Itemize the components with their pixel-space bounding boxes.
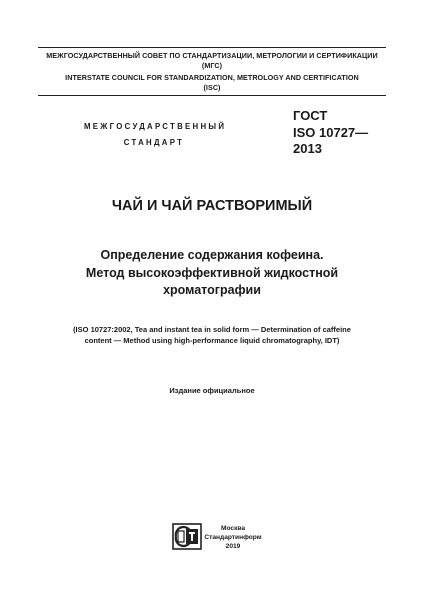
bottom-rule [38, 95, 386, 96]
publisher-year: 2019 [225, 542, 241, 550]
standard-number: ISO 10727— [293, 124, 369, 140]
standard-type-line1: МЕЖГОСУДАРСТВЕННЫЙ [84, 122, 227, 131]
subtitle-line1: Определение содержания кофеина. [100, 248, 324, 262]
council-name-ru-line1: МЕЖГОСУДАРСТВЕННЫЙ СОВЕТ ПО СТАНДАРТИЗАЦИИ, МЕТРОЛОГИИ И СЕРТИФИКАЦИИ [46, 51, 378, 60]
council-abbr-ru: (МГС) [201, 61, 223, 70]
iso-reference-line1: (ISO 10727:2002, Tea and instant tea in solid form — Determination of caffeine [73, 325, 351, 334]
gost-label: ГОСТ [293, 108, 328, 123]
standard-year: 2013 [293, 141, 322, 156]
top-rule [38, 47, 386, 48]
council-name-ru [30, 51, 394, 71]
council-abbr-en: (ISC) [203, 83, 221, 92]
publisher-name: Стандартинформ [204, 533, 262, 541]
standartinform-logo-icon [172, 523, 202, 550]
iso-reference [30, 324, 394, 346]
publisher-block [204, 525, 262, 551]
standard-type-line2: СТАНДАРТ [123, 138, 185, 147]
council-name-en [30, 73, 394, 93]
iso-reference-line2: content — Method using high-performance liquid chromatography, IDT) [84, 336, 340, 345]
document-subtitle [30, 247, 394, 300]
standard-type-label [84, 119, 227, 151]
publisher-city: Москва [220, 525, 246, 532]
standard-designation [293, 108, 368, 158]
edition-note: Издание официальное [169, 386, 255, 395]
document-title: ЧАЙ И ЧАЙ РАСТВОРИМЫЙ [111, 198, 313, 214]
subtitle-line3: хроматографии [163, 283, 261, 297]
council-name-en-line1: INTERSTATE COUNCIL FOR STANDARDIZATION, METROLOGY AND CERTIFICATION [65, 73, 359, 82]
subtitle-line2: Метод высокоэффективной жидкостной [85, 265, 339, 280]
